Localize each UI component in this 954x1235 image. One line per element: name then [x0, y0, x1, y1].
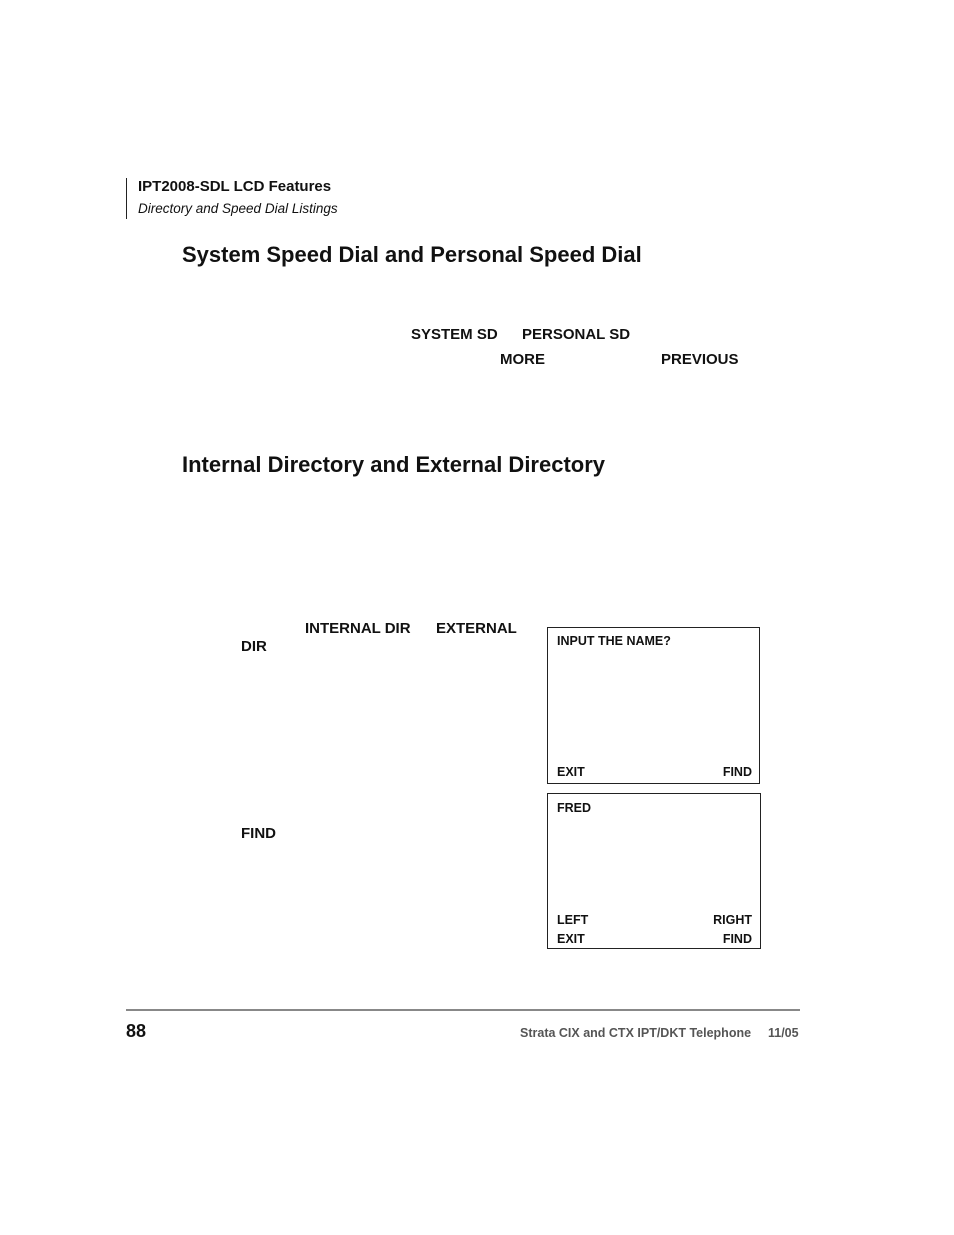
personal-sd-label: PERSONAL SD [522, 326, 631, 343]
lcd-screen-input-name [547, 627, 760, 784]
running-header-title: IPT2008-SDL LCD Features [138, 178, 332, 195]
lcd-prompt: INPUT THE NAME? [557, 634, 671, 648]
footer-date: 11/05 [768, 1026, 799, 1040]
lcd-screen-name-entry [547, 793, 761, 949]
lcd-exit-softkey: EXIT [557, 932, 585, 946]
header-rule [126, 178, 127, 219]
directory-heading: Internal Directory and External Directory [182, 452, 606, 477]
system-sd-label: SYSTEM SD [411, 326, 498, 343]
lcd-find-softkey: FIND [722, 932, 752, 946]
lcd-right-softkey: RIGHT [713, 913, 752, 927]
find-label: FIND [241, 825, 276, 842]
lcd-find-softkey: FIND [722, 765, 752, 779]
lcd-left-softkey: LEFT [557, 913, 589, 927]
external-label: EXTERNAL [436, 620, 517, 637]
speed-dial-heading: System Speed Dial and Personal Speed Dial [182, 242, 642, 267]
dir-label: DIR [241, 638, 267, 655]
footer-document-title: Strata CIX and CTX IPT/DKT Telephone [520, 1026, 752, 1040]
page-number: 88 [126, 1021, 147, 1041]
more-label: MORE [500, 351, 545, 368]
running-header-subtitle: Directory and Speed Dial Listings [138, 201, 338, 216]
footer-rule [126, 1009, 800, 1011]
lcd-entered-name: FRED [557, 801, 592, 815]
internal-dir-label: INTERNAL DIR [305, 620, 411, 637]
lcd-exit-softkey: EXIT [557, 765, 585, 779]
previous-label: PREVIOUS [661, 351, 739, 368]
